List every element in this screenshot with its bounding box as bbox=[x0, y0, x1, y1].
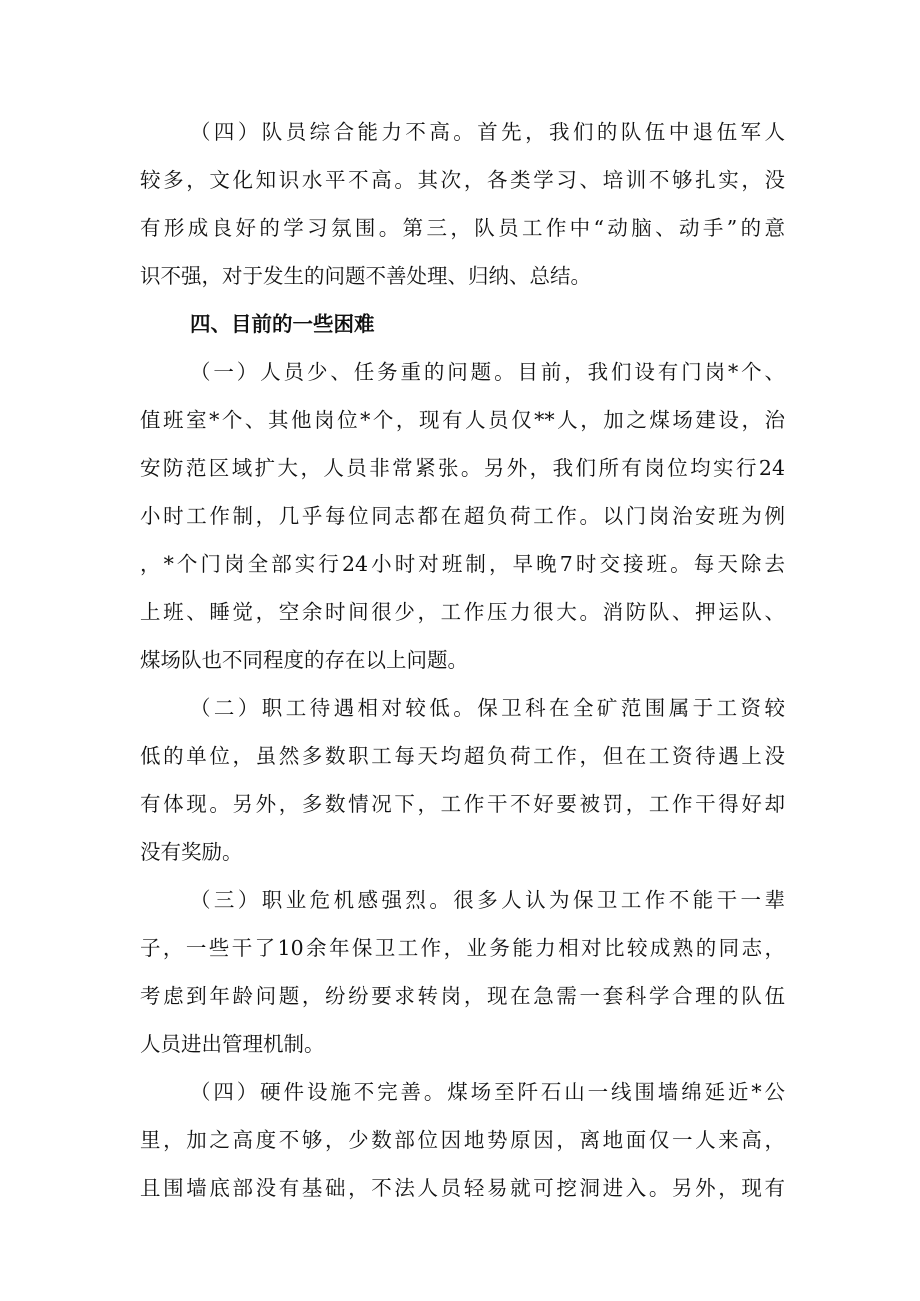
section-heading: 四、目前的一些困难 bbox=[190, 312, 375, 336]
paragraph-line: 煤场队也不同程度的存在以上问题。 bbox=[140, 648, 468, 672]
paragraph-line: 且围墙底部没有基础，不法人员轻易就可挖洞进入。另外，现有 bbox=[140, 1176, 785, 1200]
paragraph-line: 较多，文化知识水平不高。其次，各类学习、培训不够扎实，没 bbox=[140, 168, 785, 192]
paragraph-line: 考虑到年龄问题，纷纷要求转岗，现在急需一套科学合理的队伍 bbox=[140, 984, 785, 1008]
paragraph-line: 低的单位，虽然多数职工每天均超负荷工作，但在工资待遇上没 bbox=[140, 744, 785, 768]
paragraph-line: 子，一些干了10余年保卫工作，业务能力相对比较成熟的同志， bbox=[140, 936, 785, 960]
paragraph-line: 值班室*个、其他岗位*个，现有人员仅**人，加之煤场建设，治 bbox=[140, 408, 785, 432]
paragraph-line: 人员进出管理机制。 bbox=[140, 1032, 325, 1056]
paragraph-line: （四）队员综合能力不高。首先，我们的队伍中退伍军人 bbox=[190, 120, 785, 144]
paragraph-line: 安防范区域扩大，人员非常紧张。另外，我们所有岗位均实行24 bbox=[140, 456, 785, 480]
paragraph-line: （二）职工待遇相对较低。保卫科在全矿范围属于工资较 bbox=[190, 696, 785, 720]
paragraph-line: （一）人员少、任务重的问题。目前，我们设有门岗*个、 bbox=[190, 360, 785, 384]
paragraph-line: 没有奖励。 bbox=[140, 840, 243, 864]
paragraph-line: （三）职业危机感强烈。很多人认为保卫工作不能干一辈 bbox=[190, 888, 785, 912]
paragraph-line: 有体现。另外，多数情况下，工作干不好要被罚，工作干得好却 bbox=[140, 792, 785, 816]
paragraph-line: 有形成良好的学习氛围。第三，队员工作中“动脑、动手”的意 bbox=[140, 216, 785, 240]
paragraph-line: 里，加之高度不够，少数部位因地势原因，离地面仅一人来高， bbox=[140, 1128, 785, 1152]
paragraph-line: ，*个门岗全部实行24小时对班制，早晚7时交接班。每天除去 bbox=[140, 552, 785, 576]
paragraph-line: 识不强，对于发生的问题不善处理、归纳、总结。 bbox=[140, 264, 591, 288]
paragraph-line: （四）硬件设施不完善。煤场至阡石山一线围墙绵延近*公 bbox=[190, 1080, 785, 1104]
paragraph-line: 上班、睡觉，空余时间很少，工作压力很大。消防队、押运队、 bbox=[140, 600, 785, 624]
paragraph-line: 小时工作制，几乎每位同志都在超负荷工作。以门岗治安班为例 bbox=[140, 504, 785, 528]
